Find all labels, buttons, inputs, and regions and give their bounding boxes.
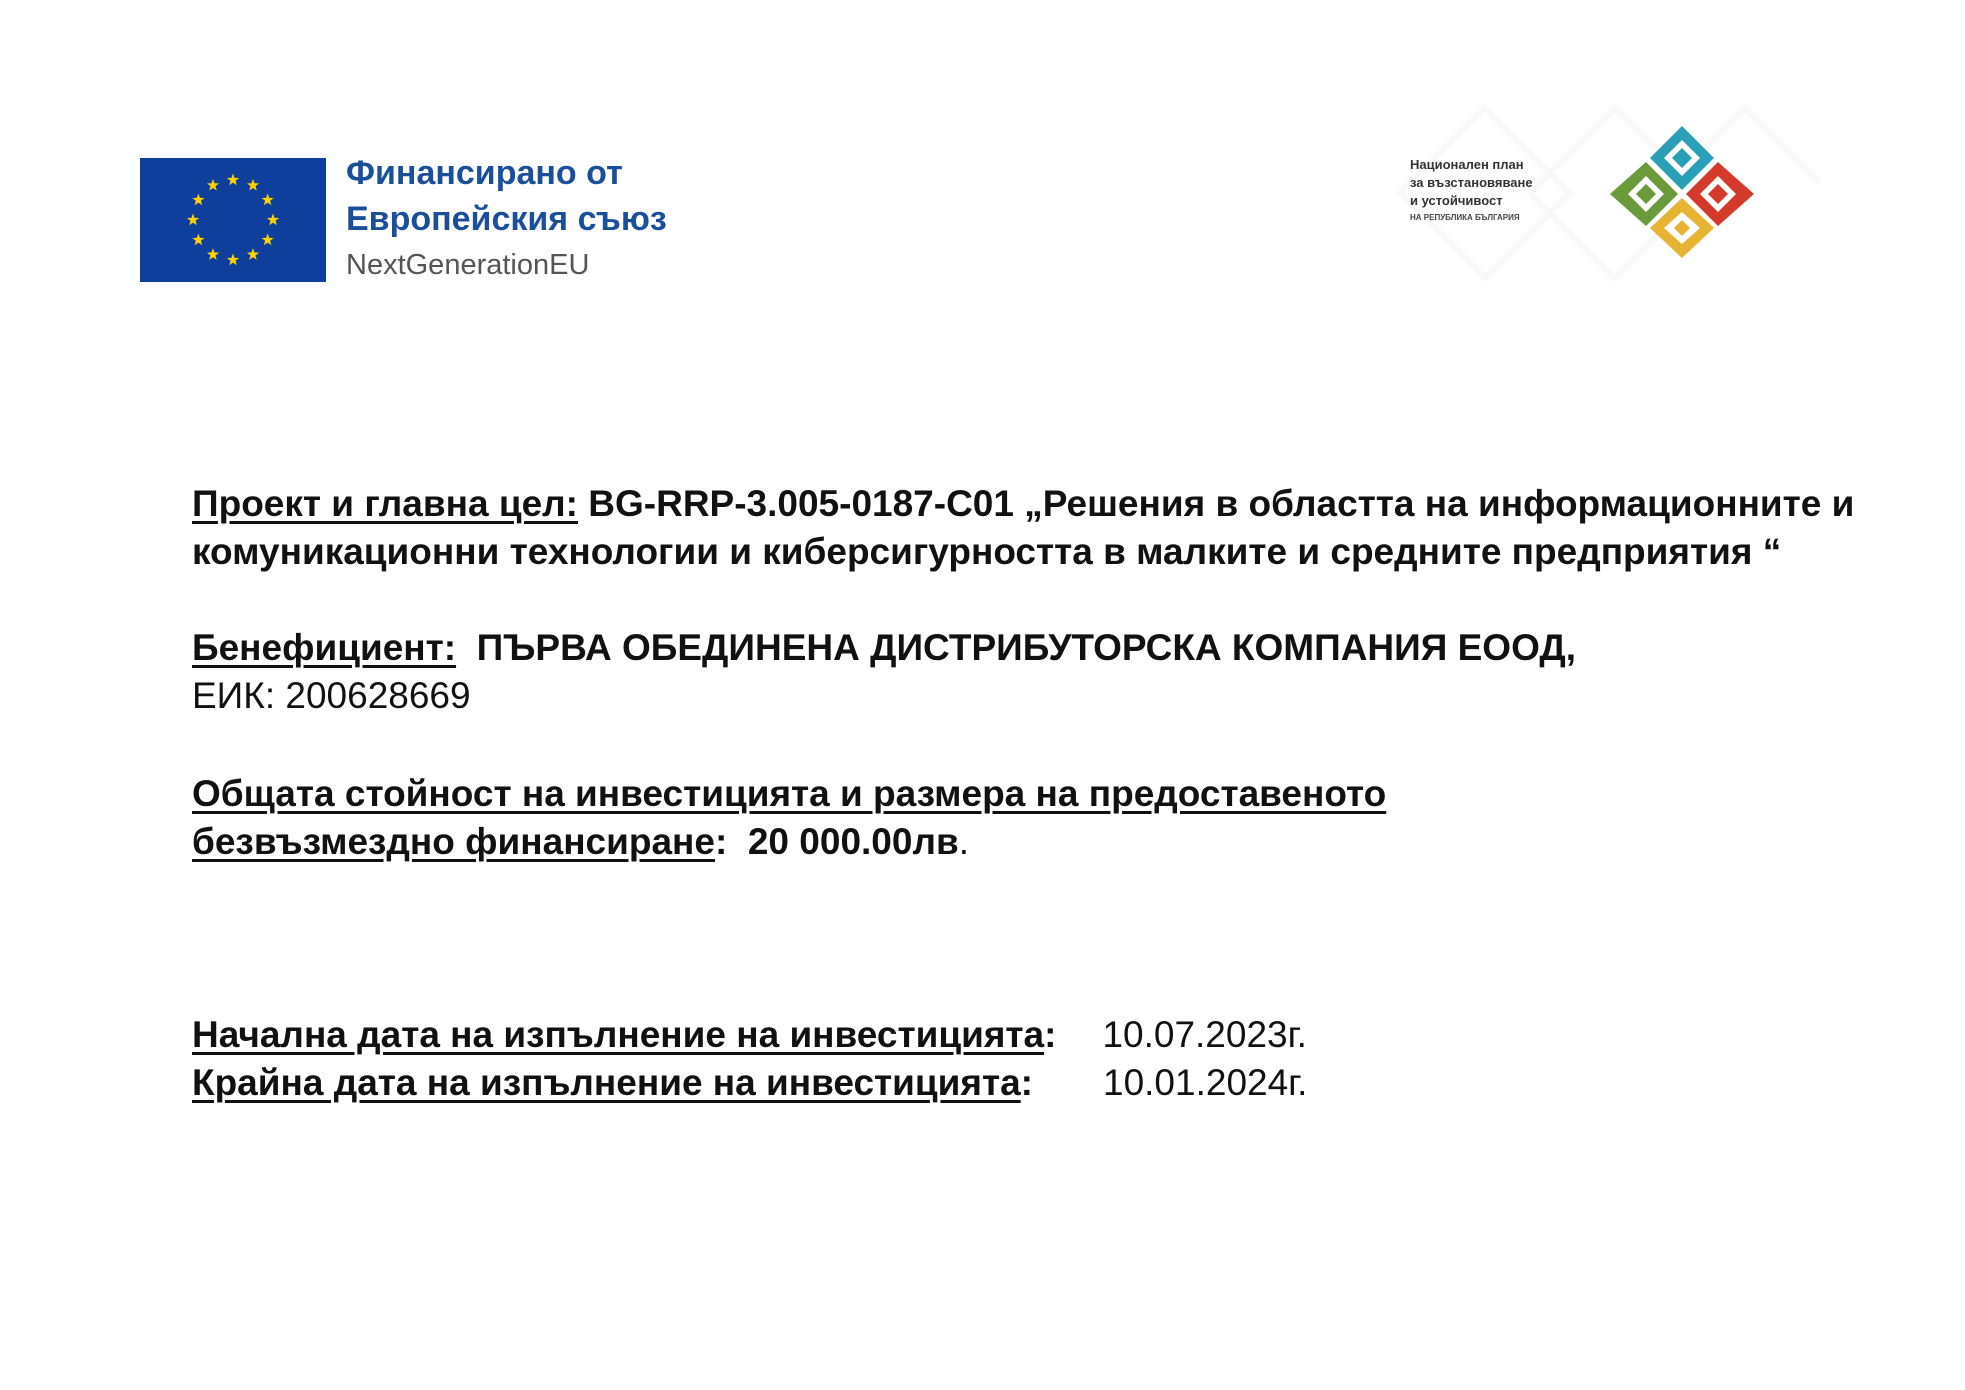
eu-star-icon [207, 248, 219, 260]
eu-star-icon [247, 179, 259, 191]
eu-star-icon [261, 234, 273, 246]
start-date-label: Начална дата на изпълнение на инвестицията [192, 1014, 1045, 1055]
start-date-value: 10.07.2023г. [1102, 1014, 1307, 1055]
nrrp-caption-line2: за възстановяване [1410, 175, 1533, 190]
investment-paragraph [192, 770, 1652, 866]
eu-star-icon [247, 248, 259, 260]
eu-star-icon [267, 214, 279, 226]
eu-stars-icon [140, 158, 326, 282]
eu-star-icon [227, 174, 239, 186]
nrrp-caption-line1: Национален план [1410, 157, 1524, 172]
eu-flag-logo [140, 158, 326, 282]
project-label: Проект и главна цел: [192, 483, 578, 524]
investment-label: Общата стойност на инвестицията и размера на предоставеното безвъзмездно финансиране [192, 773, 1387, 862]
eu-funding-caption [346, 150, 667, 288]
eu-star-icon [192, 194, 204, 206]
nrrp-caption [1410, 156, 1533, 226]
eu-star-icon [192, 234, 204, 246]
end-date-value: 10.01.2024г. [1103, 1062, 1308, 1103]
start-date-colon: : [1044, 1014, 1057, 1055]
investment-amount: 20 000.00лв [727, 821, 959, 862]
eu-caption-line1: Финансирано от [346, 154, 623, 192]
eu-star-icon [187, 214, 199, 226]
nrrp-caption-line3: и устойчивост [1410, 193, 1503, 208]
eu-star-icon [207, 179, 219, 191]
project-text: BG-RRP-3.005-0187-C01 „Решения в областта на информационните и комуникационни технологии и киберсигурността в малките и средните предприятия “ [192, 483, 1855, 572]
eu-star-icon [261, 194, 273, 206]
beneficiary-label: Бенефициент: [192, 627, 457, 668]
investment-colon: : [714, 821, 728, 862]
end-date-colon: : [1020, 1062, 1033, 1103]
end-date-label: Крайна дата на изпълнение на инвестицията [192, 1062, 1021, 1103]
nrrp-caption-line4: НА РЕПУБЛИКА БЪЛГАРИЯ [1410, 213, 1520, 222]
eu-star-icon [227, 254, 239, 266]
beneficiary-eik: ЕИК: 200628669 [192, 675, 471, 716]
eu-caption-line2: Европейския съюз [346, 200, 667, 238]
end-date-row [192, 1059, 1892, 1107]
nrrp-emblem-icon [1602, 124, 1762, 260]
beneficiary-paragraph [192, 624, 1892, 720]
project-info [192, 480, 1892, 1107]
investment-period: . [958, 821, 969, 862]
eu-caption-line3: NextGenerationEU [346, 249, 590, 281]
start-date-row [192, 1011, 1892, 1059]
beneficiary-name: ПЪРВА ОБЕДИНЕНА ДИСТРИБУТОРСКА КОМПАНИЯ ЕООД, [456, 627, 1576, 668]
project-paragraph [192, 480, 1892, 576]
